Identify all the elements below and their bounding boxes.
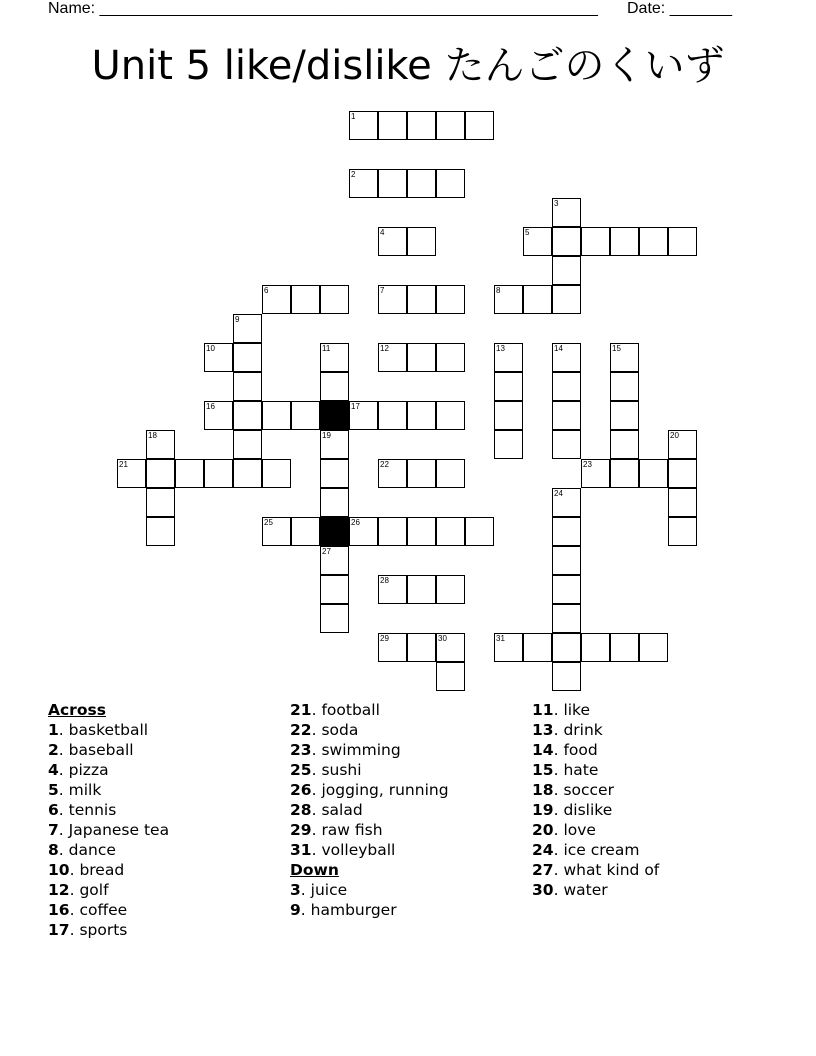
clue-item: 2. baseball [48,741,134,759]
grid-cell[interactable] [610,430,639,459]
grid-cell[interactable] [436,662,465,691]
grid-cell[interactable] [204,401,233,430]
grid-cell[interactable] [581,227,610,256]
clue-item: 4. pizza [48,761,109,779]
grid-cell[interactable] [320,372,349,401]
grid-cell[interactable] [610,459,639,488]
cell-number: 6 [264,286,269,295]
grid-cell[interactable] [552,633,581,662]
cell-number: 10 [206,344,215,353]
cell-number: 4 [380,228,385,237]
grid-cell[interactable] [436,285,465,314]
cell-number: 17 [351,402,360,411]
grid-cell[interactable] [204,459,233,488]
grid-cell[interactable] [349,169,378,198]
grid-cell[interactable] [436,459,465,488]
grid-cell[interactable] [436,575,465,604]
grid-cell[interactable] [581,459,610,488]
grid-cell[interactable] [407,343,436,372]
grid-cell[interactable] [494,401,523,430]
grid-cell[interactable] [552,256,581,285]
grid-cell[interactable] [233,372,262,401]
clue-item: 14. food [532,741,598,759]
grid-cell[interactable] [378,401,407,430]
cell-number: 31 [496,634,505,643]
grid-cell[interactable] [523,227,552,256]
grid-cell[interactable] [407,285,436,314]
grid-cell[interactable] [407,169,436,198]
grid-cell[interactable] [407,227,436,256]
grid-cell[interactable] [291,285,320,314]
clue-item: 28. salad [290,801,363,819]
grid-cell[interactable] [436,633,465,662]
grid-cell[interactable] [378,111,407,140]
clue-column-1 [48,700,169,940]
cell-number: 14 [554,344,563,353]
clue-item: 31. volleyball [290,841,396,859]
grid-cell[interactable] [639,459,668,488]
grid-cell[interactable] [349,111,378,140]
grid-cell[interactable] [407,401,436,430]
cell-number: 13 [496,344,505,353]
grid-cell[interactable] [668,459,697,488]
grid-cell[interactable] [436,169,465,198]
grid-cell[interactable] [378,227,407,256]
grid-cell[interactable] [407,633,436,662]
clue-item: 8. dance [48,841,116,859]
grid-cell[interactable] [407,459,436,488]
cell-number: 2 [351,170,356,179]
grid-cell[interactable] [378,285,407,314]
grid-cell[interactable] [291,517,320,546]
clue-item: 21. football [290,701,380,719]
clue-item: 24. ice cream [532,841,640,859]
cell-number: 3 [554,199,559,208]
grid-cell[interactable] [552,372,581,401]
grid-cell[interactable] [610,343,639,372]
grid-cell[interactable] [233,401,262,430]
clue-item: 11. like [532,701,591,719]
clue-item: 1. basketball [48,721,149,739]
grid-cell[interactable] [349,401,378,430]
grid-cell[interactable] [262,517,291,546]
grid-cell[interactable] [320,546,349,575]
clue-item: 30. water [532,881,608,899]
grid-cell[interactable] [291,401,320,430]
clue-item: 6. tennis [48,801,117,819]
clue-item: 22. soda [290,721,359,739]
grid-cell[interactable] [494,633,523,662]
clue-item: 10. bread [48,861,125,879]
grid-cell[interactable] [320,575,349,604]
grid-cell[interactable] [378,517,407,546]
clue-item: 26. jogging, running [290,781,449,799]
grid-cell[interactable] [378,459,407,488]
grid-cell[interactable] [320,343,349,372]
cell-number: 30 [438,634,447,643]
clue-item: 15. hate [532,761,599,779]
down-heading: Down [290,861,339,879]
cell-number: 16 [206,402,215,411]
grid-cell[interactable] [349,517,378,546]
clue-item: 19. dislike [532,801,613,819]
cell-number: 11 [322,344,331,353]
cell-number: 7 [380,286,385,295]
clue-item: 3. juice [290,881,348,899]
grid-cell[interactable] [233,459,262,488]
grid-cell[interactable] [262,459,291,488]
name-field-label: Name: ________________________________________________________ [48,0,598,17]
across-heading: Across [48,701,106,719]
grid-cell[interactable] [552,430,581,459]
cell-number: 23 [583,460,592,469]
grid-cell[interactable] [146,488,175,517]
grid-cell[interactable] [552,517,581,546]
grid-cell[interactable] [610,227,639,256]
grid-cell[interactable] [175,459,204,488]
clue-item: 9. hamburger [290,901,397,919]
grid-cell[interactable] [262,285,291,314]
grid-cell[interactable] [494,343,523,372]
grid-cell[interactable] [407,111,436,140]
clue-item: 20. love [532,821,596,839]
grid-cell[interactable] [204,343,233,372]
cell-number: 8 [496,286,501,295]
grid-cell[interactable] [320,488,349,517]
grid-cell[interactable] [436,517,465,546]
page-title: Unit 5 like/dislike たんごのくいず [91,43,725,89]
cell-number: 20 [670,431,679,440]
cell-number: 1 [351,112,356,121]
grid-cell[interactable] [494,430,523,459]
grid-cell[interactable] [320,285,349,314]
grid-cell[interactable] [639,227,668,256]
date-field-label: Date: _______ [627,0,732,17]
grid-cell[interactable] [552,198,581,227]
grid-cell[interactable] [117,459,146,488]
clue-item: 18. soccer [532,781,614,799]
grid-cell[interactable] [668,227,697,256]
grid-cell[interactable] [233,343,262,372]
cell-number: 22 [380,460,389,469]
grid-cell[interactable] [552,401,581,430]
clue-item: 27. what kind of [532,861,660,879]
grid-block-cell [320,517,349,546]
grid-cell[interactable] [610,633,639,662]
clue-item: 16. coffee [48,901,128,919]
cell-number: 24 [554,489,563,498]
grid-cell[interactable] [668,430,697,459]
cell-number: 5 [525,228,530,237]
clue-item: 12. golf [48,881,109,899]
cell-number: 15 [612,344,621,353]
cell-number: 18 [148,431,157,440]
grid-cell[interactable] [436,111,465,140]
grid-cell[interactable] [465,111,494,140]
grid-cell[interactable] [581,633,610,662]
grid-cell[interactable] [146,430,175,459]
grid-cell[interactable] [233,430,262,459]
grid-cell[interactable] [668,488,697,517]
grid-cell[interactable] [436,343,465,372]
clue-item: 29. raw fish [290,821,383,839]
cell-number: 29 [380,634,389,643]
grid-cell[interactable] [523,633,552,662]
grid-cell[interactable] [639,633,668,662]
clue-column-2 [290,700,449,920]
grid-cell[interactable] [378,169,407,198]
grid-cell[interactable] [552,343,581,372]
grid-cell[interactable] [552,227,581,256]
grid-cell[interactable] [494,285,523,314]
grid-cell[interactable] [320,430,349,459]
clue-column-3 [532,700,659,900]
clue-item: 25. sushi [290,761,362,779]
cell-number: 27 [322,547,331,556]
grid-cell[interactable] [146,459,175,488]
grid-cell[interactable] [465,517,494,546]
grid-cell[interactable] [320,604,349,633]
cell-number: 26 [351,518,360,527]
cell-number: 12 [380,344,389,353]
grid-cell[interactable] [378,343,407,372]
grid-cell[interactable] [378,575,407,604]
cell-number: 28 [380,576,389,585]
grid-cell[interactable] [407,575,436,604]
grid-cell[interactable] [610,401,639,430]
grid-cell[interactable] [320,459,349,488]
clue-item: 13. drink [532,721,603,739]
clue-item: 23. swimming [290,741,401,759]
clue-item: 5. milk [48,781,102,799]
grid-cell[interactable] [407,517,436,546]
grid-cell[interactable] [146,517,175,546]
cell-number: 25 [264,518,273,527]
clue-item: 17. sports [48,921,128,939]
grid-cell[interactable] [233,314,262,343]
grid-cell[interactable] [552,575,581,604]
cell-number: 19 [322,431,331,440]
grid-cell[interactable] [436,401,465,430]
grid-cell[interactable] [610,372,639,401]
cell-number: 21 [119,460,128,469]
grid-cell[interactable] [668,517,697,546]
grid-cell[interactable] [552,285,581,314]
clue-item: 7. Japanese tea [48,821,170,839]
grid-cell[interactable] [552,546,581,575]
grid-cell[interactable] [552,488,581,517]
grid-cell[interactable] [378,633,407,662]
grid-block-cell [320,401,349,430]
grid-cell[interactable] [552,604,581,633]
grid-cell[interactable] [523,285,552,314]
grid-cell[interactable] [494,372,523,401]
grid-cell[interactable] [552,662,581,691]
cell-number: 9 [235,315,240,324]
grid-cell[interactable] [262,401,291,430]
